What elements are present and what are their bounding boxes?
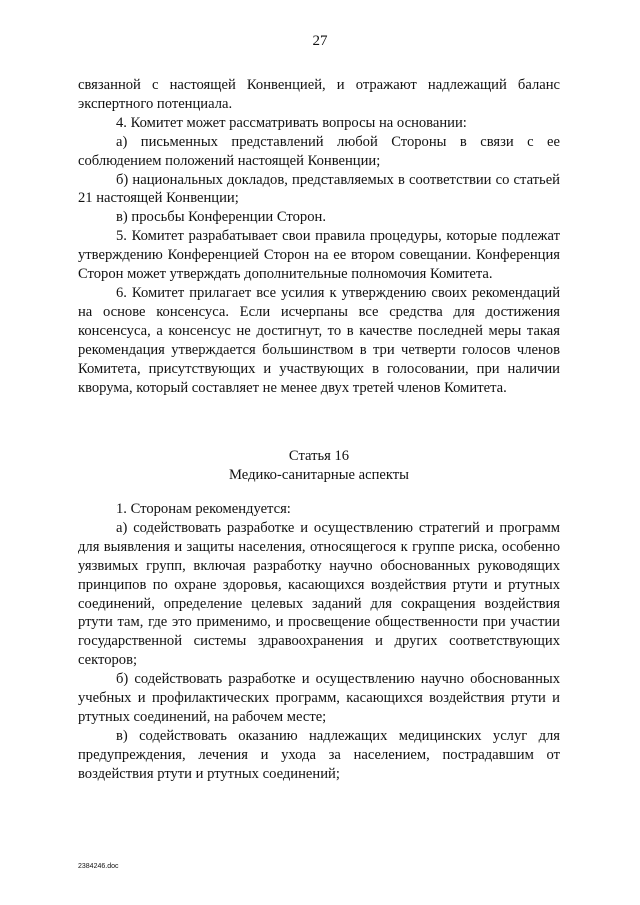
paragraph-item-1c: в) содействовать оказанию надлежащих медицинских услуг для предупреждения, лечения и ухода за населением, пострадавшим от воздействия ртути и ртутных соединений; bbox=[78, 727, 560, 782]
paragraph-item-1b: б) содействовать разработке и осуществлению научно обоснованных учебных и профилактических программ, касающихся воздействия ртути и ртутных соединений, на рабочем месте; bbox=[78, 671, 560, 725]
text-block-lower bbox=[78, 500, 560, 784]
paragraph-item-4: 4. Комитет может рассматривать вопросы на основании: bbox=[116, 114, 467, 131]
article-title: Медико-санитарные аспекты bbox=[229, 466, 409, 483]
paragraph-item-5: 5. Комитет разрабатывает свои правила процедуры, которые подлежат утверждению Конференцией Сторон на ее втором совещании. Конференция Сторон может утверждать дополнительные полномочия Комитета. bbox=[78, 228, 560, 283]
paragraph-item-1a: а) содействовать разработке и осуществлению стратегий и программ для выявления и защиты населения, относящегося к группе риска, особенно уязвимых групп, включая разработку научно обоснованных руководящих принципов по охране здоровья, касающихся воздействия ртути и ртутных соединений, определение целевых заданий для сокращения воздействия ртути там, где это применимо, и просвещение общественности при участии государственной системы здравоохранения и других соответствующих секторов; bbox=[78, 519, 560, 669]
text-block-upper bbox=[78, 76, 560, 397]
footer-filename: 2384246.doc bbox=[78, 863, 119, 870]
paragraph-item-4c: в) просьбы Конференции Сторон. bbox=[116, 209, 326, 226]
paragraph-continuation: связанной с настоящей Конвенцией, и отражают надлежащий баланс экспертного потенциала. bbox=[78, 77, 560, 112]
article-number: Статья 16 bbox=[288, 448, 350, 464]
paragraph-item-1: 1. Сторонам рекомендуется: bbox=[116, 501, 291, 517]
page-number: 27 bbox=[312, 33, 328, 49]
paragraph-item-4b: б) национальных докладов, представляемых в соответствии со статьей 21 настоящей Конвенции; bbox=[78, 171, 560, 207]
paragraph-item-4a: а) письменных представлений любой Стороны в связи с ее соблюдением положений настоящей Конвенции; bbox=[78, 133, 560, 169]
article-heading bbox=[78, 447, 560, 485]
paragraph-item-6: 6. Комитет прилагает все усилия к утверждению своих рекомендаций на основе консенсуса. Если исчерпаны все средства для достижения консенсуса, а консенсус не достигнут, то в качестве последней меры такая рекомендация утверждается большинством в три четверти голосов членов Комитета, присутствующих и участвующих в голосовании, при наличии кворума, который составляет не менее двух третей членов Комитета. bbox=[78, 284, 560, 396]
